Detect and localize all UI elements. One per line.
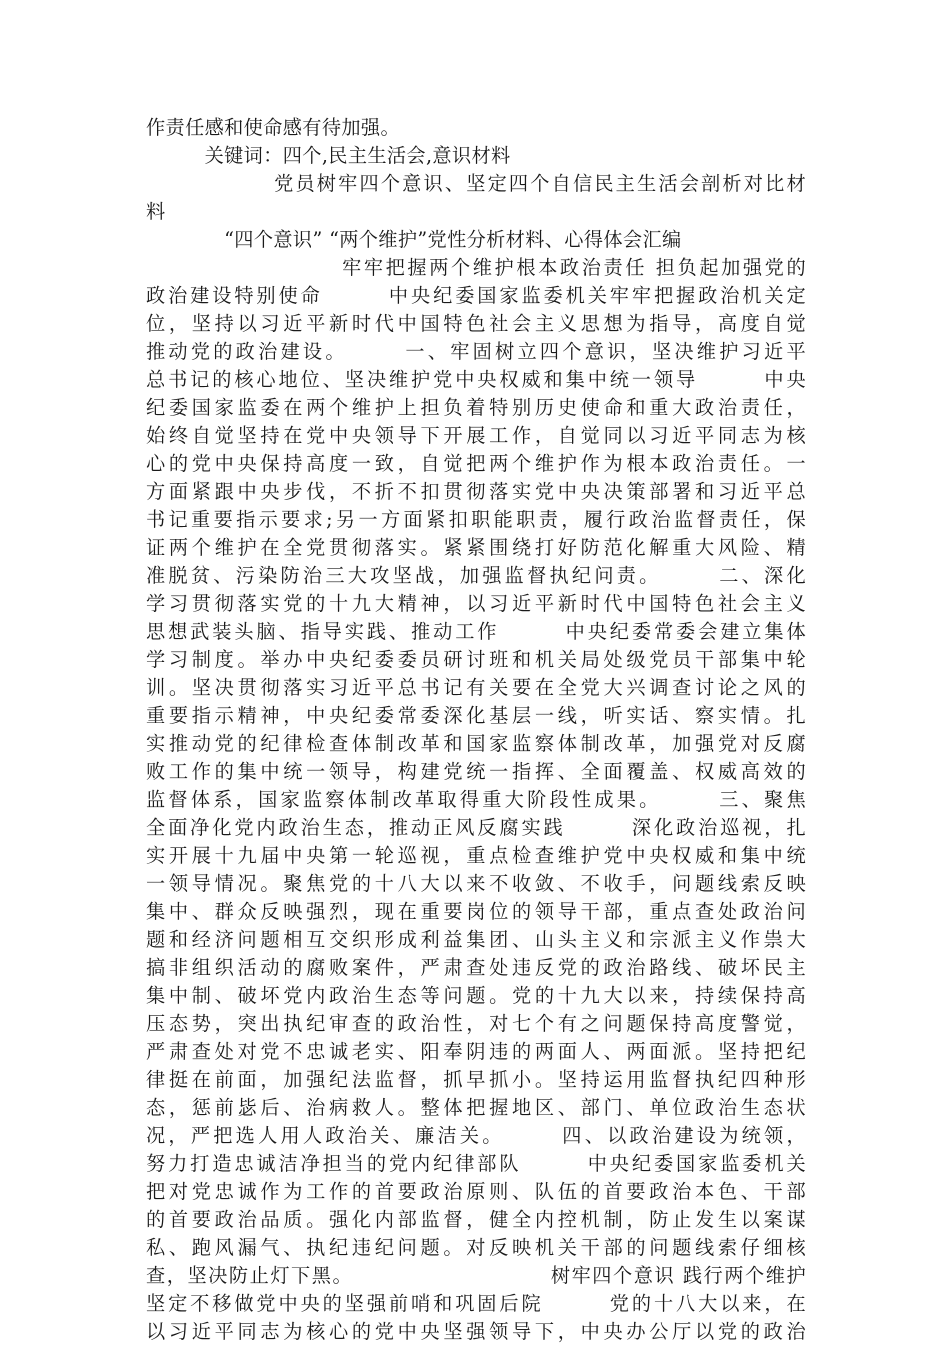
text-line: 始终自觉坚持在党中央领导下开展工作，自觉同以习近平同志为核 (146, 424, 806, 447)
text-line: 推动党的政治建设。 一、牢固树立四个意识，坚决维护习近平 (146, 340, 806, 363)
text-line: 学习贯彻落实党的十九大精神，以习近平新时代中国特色社会主义 (146, 592, 806, 615)
text-line: 压态势，突出执纪审查的政治性，对七个有之问题保持高度警觉， (146, 1012, 806, 1035)
heading-line: “四个意识” “两个维护”党性分析材料、心得体会汇编 (146, 228, 682, 251)
text-line: 牢牢把握两个维护根本政治责任 担负起加强党的 (146, 256, 806, 279)
text-line: 题和经济问题相互交织形成利益集团、山头主义和宗派主义作祟大 (146, 928, 806, 951)
text-line: 况，严把选人用人政治关、廉洁关。 四、以政治建设为统领， (146, 1124, 806, 1147)
text-line: 方面紧跟中央步伐，不折不扣贯彻落实党中央决策部署和习近平总 (146, 480, 806, 503)
text-line: 政治建设特别使命 中央纪委国家监委机关牢牢把握政治机关定 (146, 284, 806, 307)
text-line: 纪委国家监委在两个维护上担负着特别历史使命和重大政治责任， (146, 396, 806, 419)
text-line: 律挺在前面，加强纪法监督，抓早抓小。坚持运用监督执纪四种形 (146, 1068, 806, 1091)
text-line: 实开展十九届中央第一轮巡视，重点检查维护党中央权威和集中统 (146, 844, 806, 867)
text-line: 书记重要指示要求;另一方面紧扣职能职责，履行政治监督责任，保 (146, 508, 806, 531)
text-line: 搞非组织活动的腐败案件，严肃查处违反党的政治路线、破坏民主 (146, 956, 806, 979)
text-line: 位，坚持以习近平新时代中国特色社会主义思想为指导，高度自觉 (146, 312, 806, 335)
keywords-line: 关键词：四个,民主生活会,意识材料 (146, 144, 511, 167)
text-line: 集中制、破坏党内政治生态等问题。党的十九大以来，持续保持高 (146, 984, 806, 1007)
text-line: 查，坚决防止灯下黑。 树牢四个意识 践行两个维护 (146, 1264, 806, 1287)
text-line: 实推动党的纪律检查体制改革和国家监察体制改革，加强党对反腐 (146, 732, 806, 755)
text-line: 以习近平同志为核心的党中央坚强领导下，中央办公厅以党的政治 (146, 1320, 806, 1343)
text-line: 一领导情况。聚焦党的十八大以来不收敛、不收手，问题线索反映 (146, 872, 806, 895)
text-line: 严肃查处对党不忠诚老实、阳奉阴违的两面人、两面派。坚持把纪 (146, 1040, 806, 1063)
text-line: 的首要政治品质。强化内部监督，健全内控机制，防止发生以案谋 (146, 1208, 806, 1231)
text-line: 集中、群众反映强烈，现在重要岗位的领导干部，重点查处政治问 (146, 900, 806, 923)
text-line: 作责任感和使命感有待加强。 (146, 116, 400, 139)
text-line: 学习制度。举办中央纪委委员研讨班和机关局处级党员干部集中轮 (146, 648, 806, 671)
text-line: 态，惩前毖后、治病救人。整体把握地区、部门、单位政治生态状 (146, 1096, 806, 1119)
text-line: 重要指示精神，中央纪委常委深化基层一线，听实话、察实情。扎 (146, 704, 806, 727)
text-line: 败工作的集中统一领导，构建党统一指挥、全面覆盖、权威高效的 (146, 760, 806, 783)
text-line: 私、跑风漏气、执纪违纪问题。对反映机关干部的问题线索仔细核 (146, 1236, 806, 1259)
heading-line: 党员树牢四个意识、坚定四个自信民主生活会剖析对比材 (146, 172, 806, 195)
text-line: 把对党忠诚作为工作的首要政治原则、队伍的首要政治本色、干部 (146, 1180, 806, 1203)
text-line: 努力打造忠诚洁净担当的党内纪律部队 中央纪委国家监委机关 (146, 1152, 806, 1175)
text-line: 坚定不移做党中央的坚强前哨和巩固后院 党的十八大以来，在 (146, 1292, 806, 1315)
text-line: 证两个维护在全党贯彻落实。紧紧围绕打好防范化解重大风险、精 (146, 536, 806, 559)
text-line: 心的党中央保持高度一致，自觉把两个维护作为根本政治责任。一 (146, 452, 806, 475)
text-line: 训。坚决贯彻落实习近平总书记有关要在全党大兴调查讨论之风的 (146, 676, 806, 699)
text-line: 准脱贫、污染防治三大攻坚战，加强监督执纪问责。 二、深化 (146, 564, 806, 587)
text-line: 总书记的核心地位、坚决维护党中央权威和集中统一领导 中央 (146, 368, 806, 391)
text-line: 思想武装头脑、指导实践、推动工作 中央纪委常委会建立集体 (146, 620, 806, 643)
text-line: 监督体系，国家监察体制改革取得重大阶段性成果。 三、聚焦 (146, 788, 806, 811)
text-line: 全面净化党内政治生态，推动正风反腐实践 深化政治巡视，扎 (146, 816, 806, 839)
heading-line: 料 (146, 200, 166, 223)
